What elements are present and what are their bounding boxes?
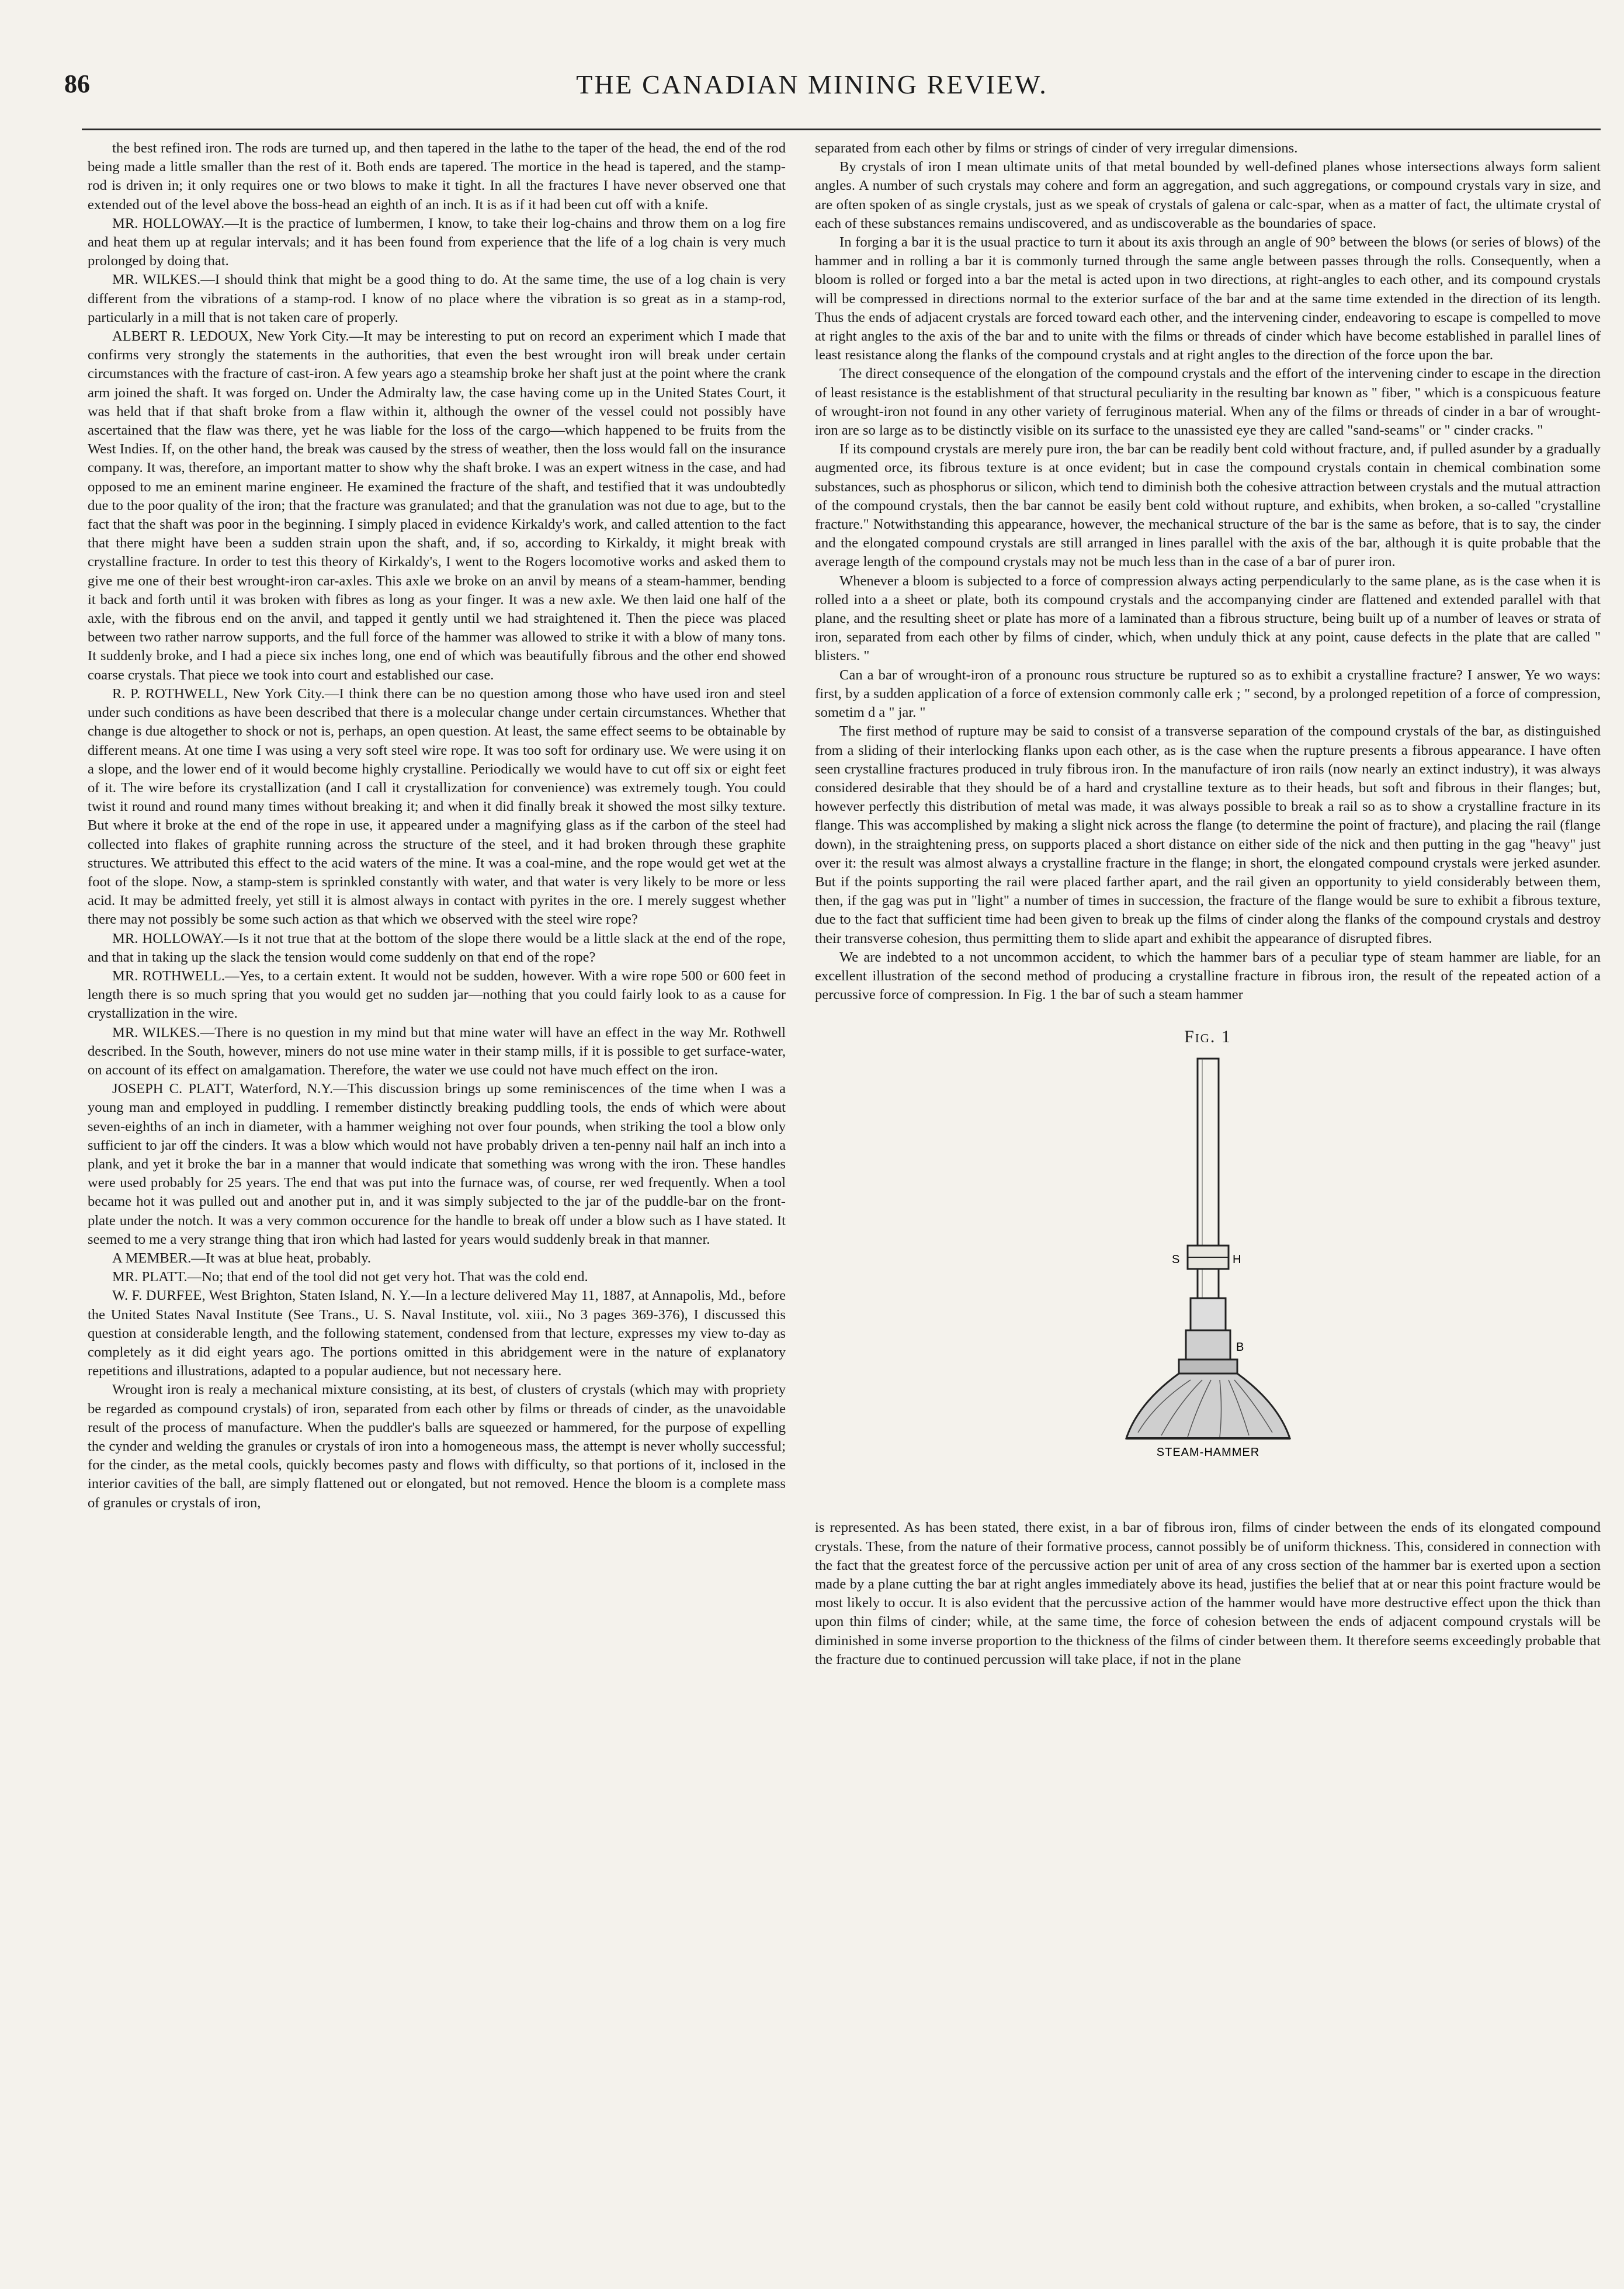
paragraph: If its compound crystals are merely pure iron, the bar can be readily bent cold without fracture, and, if pulled asunder by a gradually augmented orce, its fibrous texture is at once evident; but in case the compound crystals contain in chemical combination some substances, such as phosphorus or silicon, which tend to diminish both the cohesive attraction between crystals and the mutual attraction of the compound crystals, then the bar cannot be easily bent cold without rupture, and exhibits, when broken, a so-called "crystalline fracture." Notwithstanding this appearance, however, the mechanical structure of the bar is the same as before, that is to say, the cinder and the elongated compound crystals are still arranged in lines parallel with the axis of the bar, although it is quite probable that the average length of the compound crystals may not be much less than in the case of a bar of purer iron. [815, 441, 1601, 570]
paragraph: The first method of rupture may be said to consist of a transverse separation of the compound crystals of the bar, as distinguished from a sliding of their interlocking flanks upon each other, as is the case when the rupture presents a fibrous appearance. I have often seen crystalline fractures produced in truly fibrous iron. In the manufacture of iron rails (now nearly an extinct industry), it was always considered desirable that they should be of a hard and crystalline texture as to their heads, but soft and fibrous in their flanges; but, however perfectly this distribution of metal was made, it was always possible to break a rail so as to show a crystalline fracture in its flange. This was accomplished by making a slight nick across the flange (to determine the point of fracture), and placing the rail (flange down), in the straightening press, on supports placed a short distance on either side of the nick and then putting in the gag "heavy" just over it: the result was almost always a crystalline fracture in the flange; in short, the elongated compound crystals were jerked asunder. But if the points supporting the rail were placed farther apart, and the rail given an opportunity to yield considerably between them, then, if the gag was put in "light" a number of times in succession, the fracture of the flange would be sure to exhibit a fibrous texture, due to the fact that sufficient time had been given to break up the films of cinder along the flanks of the compound crystals and destroy their transverse cohesion, thus permitting them to slide apart and exhibit the appearance of disrupted fibres. [815, 723, 1601, 946]
paragraph: the best refined iron. The rods are turned up, and then tapered in the lathe to the taper of the head, the end of the rod being made a little smaller than the rest of it. Both ends are tapered. The mortice in the head is tapered, and the stamp-rod is driven in; it only requires one or two blows to make it tight. In all the fractures I have never observed one that extended out of the level above the boss-head an eighth of an inch. It is as if it had been cut off with a knife. [88, 140, 786, 213]
mark-b: B [1236, 1340, 1244, 1354]
paragraph: MR. WILKES.—There is no question in my mind but that mine water will have an effect in the way Mr. Rothwell described. In the South, however, miners do not use mine water in their stamp mills, if it is possible to get surface-water, on account of its effect on amalgamation. Therefore, the water we use could not have much effect on the iron. [88, 1024, 786, 1078]
paragraph: We are indebted to a not uncommon accident, to which the hammer bars of a peculiar type of steam hammer are liable, for an excellent illustration of the second method of producing a crystalline fracture in fibrous iron, the result of the repeated action of a percussive force of compression. In Fig. 1 the bar of such a steam hammer [815, 949, 1601, 1003]
running-title: THE CANADIAN MINING REVIEW. [576, 70, 1048, 99]
paragraph: A MEMBER.—It was at blue heat, probably. [112, 1250, 372, 1266]
hammer-head-neck [1186, 1330, 1230, 1359]
paragraph: Whenever a bloom is subjected to a force of compression always acting perpendicularly to the same plane, as is the case when it is rolled into a a sheet or plate, both its compound crystals and the accompanying cinder are flattened and extended parallel with that plane, and the resulting sheet or plate has more of a laminated than a fibrous structure, being built up of a number of leaves or strata of iron, separated from each other by films of cinder, which, when unduly thick at any point, cause defects in the plate that are called " blisters. " [815, 573, 1601, 664]
paragraph: By crystals of iron I mean ultimate units of that metal bounded by well-defined planes whose intersections always form salient angles. A number of such crystals may cohere and form an aggregation, and such aggregations, or compound crystals vary in size, and are often spoken of as single crystals, just as we speak of crystals of galena or calc-spar, when as a matter of fact, the ultimate crystal of each of these substances remains undiscovered, and as undiscoverable as the boundaries of space. [815, 159, 1601, 231]
paragraph: In forging a bar it is the usual practice to turn it about its axis through an angle of 90° between the blows (or series of blows) of the hammer and in rolling a bar it is commonly turned through the same angle between passes through the rolls. Consequently, when a bloom is rolled or forged into a bar the metal is acted upon in two directions, at right-angles to each other, and its compound crystals will be compressed in directions normal to the exterior surface of the bar and at the same time extended in the direction of its length. Thus the ends of adjacent crystals are forced toward each other, and the intervening cinder, endeavoring to escape is compelled to move at right angles to the axis of the bar and to unite with the films or threads of cinder which have become established in parallel lines of least resistance along the flanks of the compound crystals and at right angles to the direction of the force upon the bar. [815, 234, 1601, 363]
paragraph: W. F. DURFEE, West Brighton, Staten Island, N. Y.—In a lecture delivered May 11, 1887, at Annapolis, Md., before the United States Naval Institute (See Trans., U. S. Naval Institute, vol. xiii., No 3 pages 369-376), I discussed this question at considerable length, and the following statement, condensed from that lecture, expresses my view to-day as completely as it did eight years ago. The portions omitted in this abridgement were in the nature of explanatory repetitions and illustrations, adapted to a popular audience, but not necessary here. [88, 1288, 786, 1379]
figure-steam-hammer [815, 1028, 1601, 1495]
paragraph: JOSEPH C. PLATT, Waterford, N.Y.—This discussion brings up some reminiscences of the time when I was a young man and employed in puddling. I remember distinctly breaking puddling tools, the ends of which were about seven-eighths of an inch in diameter, with a hammer weighing not over four pounds, when striking the tool a blow only sufficient to jar off the cinders. It was a blow which would not have probably driven a ten-penny nail half an inch into a plank, and yet it broke the bar in a manner that would indicate that something was wrong with the iron. These handles were used probably for 25 years. The end that was put into the furnace was, of course, rer wed frequently. When a tool became hot it was pulled out and another put in, and it was simply subjected to the jar of the puddle-bar on the front-plate under the notch. It was a very common occurence for the handle to break off under a blow such as I have stated. It seemed to me a very strange thing that iron which had lasted for years would suddenly break in that manner. [88, 1081, 786, 1247]
steam-hammer-illustration [1103, 1053, 1313, 1462]
paragraph: MR. HOLLOWAY.—Is it not true that at the bottom of the slope there would be a little slack at the end of the rope, and that in taking up the slack the tension would come suddenly on that end of the rope? [88, 930, 786, 965]
paragraph: ALBERT R. LEDOUX, New York City.—It may be interesting to put on record an experiment which I made that confirms very strongly the statements in the authorities, that even the best wrought iron will break under certain circumstances with the fracture of cast-iron. A few years ago a steamship broke her shaft just at the point where the crank arm joined the shaft. It was forged on. Under the Admiralty law, the case having come up in the United States Court, it was held that if that shaft broke from a flaw within it, although the owner of the vessel could not possibly have ascertained that the flaw was there, yet he was liable for the loss of the cargo—which happened to be fruits from the West Indies. If, on the other hand, the break was caused by the stress of weather, then the loss would fall on the insurance company. It was, therefore, an important matter to show why the shaft broke. I was an expert witness in the case, and had opposed to me an eminent marine engineer. He examined the fracture of the shaft, and testified that it was undoubtedly due to the poor quality of the iron; that the fracture was granulated; and that the granulation was not due to age, but to the fact that the shaft was poor in the beginning. I simply placed in evidence Kirkaldy's work, and called attention to the fact that there might have been a sudden strain upon the shaft, and, if so, according to Kirkaldy, it might break with crystalline fracture. In order to test this theory of Kirkaldy's, I went to the Rogers locomotive works and asked them to give me one of their best wrought-iron car-axles. This axle we broke on an anvil by means of a steam-hammer, bending it back and forth until it was broken with fibres as long as your finger. It was a new axle. We then laid one half of the axle, with the fibrous end on the anvil, and tapped it gently until we had straightened it. Then the piece was placed between two rather narrow supports, and the full force of the hammer was allowed to strike it with a blow of many tons. It suddenly broke, and I had a piece six inches long, one end of which was beautifully fibrous and the other end showed coarse crystals. That piece we took into court and established our case. [88, 328, 786, 683]
paragraph: MR. HOLLOWAY.—It is the practice of lumbermen, I know, to take their log-chains and throw them on a log fire and heat them up at regular intervals; and it has been found from experience that the life of a log chain is very much prolonged by doing that. [88, 215, 786, 269]
paragraph: Can a bar of wrought-iron of a pronounc rous structure be ruptured so as to exhibit a crystalline fracture? I answer, Ye wo ways: first, by a sudden application of a force of extension commonly calle erk ; " second, by a prolonged repetition of a force of compression, sometim d a " jar. " [815, 667, 1601, 721]
paragraph: R. P. ROTHWELL, New York City.—I think there can be no question among those who have used iron and steel under such conditions as have been described that there is a molecular change under certain circumstances. Whether that change is due altogether to shock or not is, perhaps, an open question. At least, the same effect seems to be obtainable by different means. At one time I was using a very soft steel wire rope. It was too soft for ordinary use. We were using it on a slope, and the lower end of it would become highly crystalline. Periodically we would have to cut off six or eight feet of it. The wire before its crystallization (and I call it crystallization for convenience) was extremely tough. You could twist it round and round many times without breaking it; and when it did finally break it showed the most silky texture. But where it broke at the end of the rope in use, it appeared under a magnifying glass as if the carbon of the steel had collected into flakes of graphite running across the structure of the steel, and it had broken through these graphite structures. We attributed this effect to the acid waters of the mine. It was a coal-mine, and the rope would get wet at the foot of the slope. Now, a stamp-stem is sprinkled constantly with water, and that water is very likely to be more or less acid. It may be admitted freely, yet still it is almost always in contact with pyrites in the ore. I merely suggest whether there may not possibly be some such action as that which we observed with the steel wire rope? [88, 685, 786, 928]
header-rule [82, 129, 1601, 130]
page-number: 86 [64, 70, 90, 98]
hammer-head-band [1179, 1359, 1237, 1374]
figure-caption: STEAM-HAMMER [1156, 1445, 1259, 1459]
right-column [815, 139, 1601, 2254]
paragraph: MR. ROTHWELL.—Yes, to a certain extent. It would not be sudden, however. With a wire rope 500 or 600 feet in length there is so much spring that you would get no sudden jar—nothing that you could fairly look to as a cause for crystallization in the wire. [88, 967, 786, 1022]
left-column [88, 139, 786, 2254]
figure-label: Fig. 1 [1184, 1027, 1231, 1047]
mark-h: H [1232, 1253, 1241, 1266]
paragraph: MR. WILKES.—I should think that might be a good thing to do. At the same time, the use of a log chain is very different from the vibrations of a stamp-rod. I know of no place where the vibration is so great as in a stamp-rod, particularly in a mill that is not taken care of properly. [88, 272, 786, 325]
paragraph: Wrought iron is realy a mechanical mixture consisting, at its best, of clusters of crystals (which may with propriety be regarded as compound crystals) of iron, separated from each other by films or threads of cinder, as the unavoidable result of the process of manufacture. When the puddler's balls are squeezed or hammered, for the purpose of expelling the cynder and welding the granules or crystals of iron into a homogeneous mass, the attempt is never wholly successful; for the cinder, as the metal cools, quickly becomes pasty and flows with difficulty, so that portions of it, inclosed in the interior cavities of the ball, are simply flattened out or elongated, but not removed. Hence the bloom is a complete mass of granules or crystals of iron, [88, 1382, 786, 1511]
paragraph: The direct consequence of the elongation of the compound crystals and the effort of the intervening cinder to escape in the direction of least resistance is the establishment of that structural peculiarity in the resulting bar known as " fiber, " which is a conspicuous feature of wrought-iron not found in any other variety of ferruginous material. When any of the films or threads of cinder in a bar of wrought-iron are so large as to be distinctly visible on its surface to the unassisted eye they are called "sand-seams" or " cinder cracks. " [815, 366, 1601, 439]
mark-s: S [1171, 1253, 1180, 1266]
paragraph: MR. PLATT.—No; that end of the tool did not get very hot. That was the cold end. [112, 1269, 588, 1285]
paragraph: is represented. As has been stated, there exist, in a bar of fibrous iron, films of cinder between the ends of its elongated compound crystals. These, from the nature of their formative process, cannot possibly be of uniform thickness. This, considered in connection with the fact that the greatest force of the percussive action per unit of area of any cross section of the hammer bar is exerted upon a section made by a plane cutting the bar at right angles immediately above its head, justifies the belief that at or near this point fracture would be most likely to occur. It is also evident that the percussive action of the hammer would have more destructive effect upon the thick than upon thin films of cinder; while, at the same time, the force of cohesion between the ends of adjacent compound crystals will be diminished in some inverse proportion to the thickness of the films of cinder between them. It therefore seems exceedingly probable that the fracture due to continued percussion will take place, if not in the plane [815, 1520, 1601, 1667]
hammer-ram [1126, 1374, 1290, 1438]
paragraph: separated from each other by films or strings of cinder of very irregular dimensions. [815, 140, 1298, 156]
hammer-head-upper [1191, 1298, 1226, 1330]
